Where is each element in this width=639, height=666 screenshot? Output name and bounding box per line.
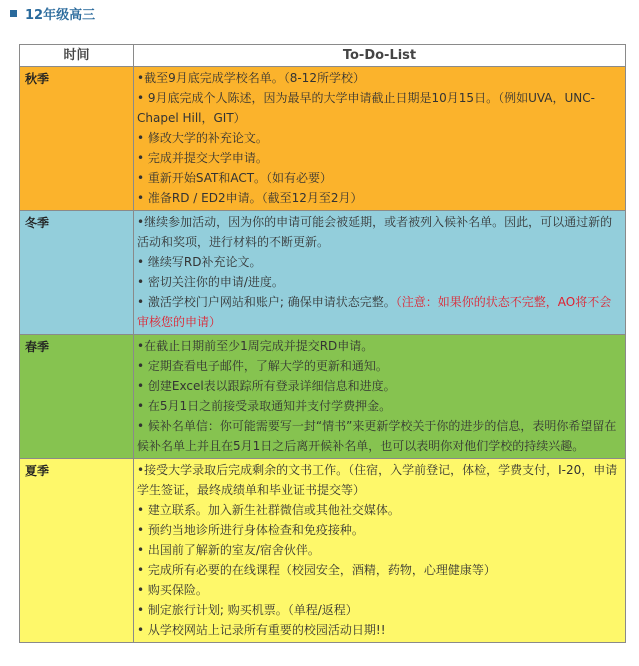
task-item: • 建立联系。加入新生社群微信或其他社交媒体。	[137, 503, 400, 517]
todo-table	[19, 44, 626, 643]
task-item: •在截止日期前至少1周完成并提交RD申请。	[137, 339, 374, 353]
season-row-winter	[20, 211, 626, 335]
section-heading-text: 12年级高三	[25, 8, 96, 23]
task-item: • 修改大学的补充论文。	[137, 131, 268, 145]
task-item: • 9月底完成个人陈述，因为最早的大学申请截止日期是10月15日。（例如UVA，UNC-Chapel Hill，GIT）	[137, 91, 595, 125]
season-row-spring	[20, 335, 626, 459]
task-item: •接受大学录取后完成剩余的文书工作。（住宿，入学前登记，体检，学费支付，I-20，申请学生签证，最终成绩单和毕业证书提交等）	[137, 463, 618, 497]
task-item: • 在5月1日之前接受录取通知并支付学费押金。	[137, 399, 392, 413]
task-item: • 创建Excel表以跟踪所有登录详细信息和进度。	[137, 379, 396, 393]
task-list	[134, 67, 626, 211]
task-item: • 继续写RD补充论文。	[137, 255, 262, 269]
task-item: • 完成所有必要的在线课程（校园安全，酒精，药物，心理健康等）	[137, 563, 496, 577]
warning-note: （注意：如果你的状态不完整，AO将不会审核您的申请）	[137, 295, 612, 329]
task-item: • 购买保险。	[137, 583, 208, 597]
task-item-text: • 激活学校门户网站和账户; 确保申请状态完整。	[137, 295, 396, 309]
season-label: 春季	[20, 335, 134, 459]
task-item: • 定期查看电子邮件，了解大学的更新和通知。	[137, 359, 388, 373]
season-label: 秋季	[20, 67, 134, 211]
task-item: • 密切关注你的申请/进度。	[137, 275, 284, 289]
column-header-time: 时间	[20, 45, 134, 67]
task-list	[134, 459, 626, 643]
task-item: • 预约当地诊所进行身体检查和免疫接种。	[137, 523, 364, 537]
task-list	[134, 335, 626, 459]
season-row-summer	[20, 459, 626, 643]
task-item: • 准备RD / ED2申请。（截至12月至2月）	[137, 191, 363, 205]
task-item: •截至9月底完成学校名单。（8-12所学校）	[137, 71, 365, 85]
season-row-autumn	[20, 67, 626, 211]
task-item: • 候补名单信：你可能需要写一封“情书”来更新学校关于你的进步的信息，表明你希望留在候补名单上并且在5月1日之后离开候补名单，也可以表明你对他们学校的持续兴趣。	[137, 419, 617, 453]
task-item	[137, 292, 621, 332]
task-item: •继续参加活动，因为你的申请可能会被延期，或者被列入候补名单。因此，可以通过新的活动和奖项，进行材料的不断更新。	[137, 215, 613, 249]
section-heading	[10, 4, 95, 23]
task-item: • 从学校网站上记录所有重要的校园活动日期!!	[137, 623, 386, 637]
task-item: • 出国前了解新的室友/宿舍伙伴。	[137, 543, 320, 557]
column-header-todo: To-Do-List	[134, 45, 626, 67]
square-bullet-icon	[10, 10, 17, 17]
task-item: • 完成并提交大学申请。	[137, 151, 268, 165]
task-item: • 制定旅行计划; 购买机票。（单程/返程）	[137, 603, 358, 617]
season-label: 夏季	[20, 459, 134, 643]
table-header-row	[20, 45, 626, 67]
task-list	[134, 211, 626, 335]
task-item: • 重新开始SAT和ACT。（如有必要）	[137, 171, 333, 185]
season-label: 冬季	[20, 211, 134, 335]
